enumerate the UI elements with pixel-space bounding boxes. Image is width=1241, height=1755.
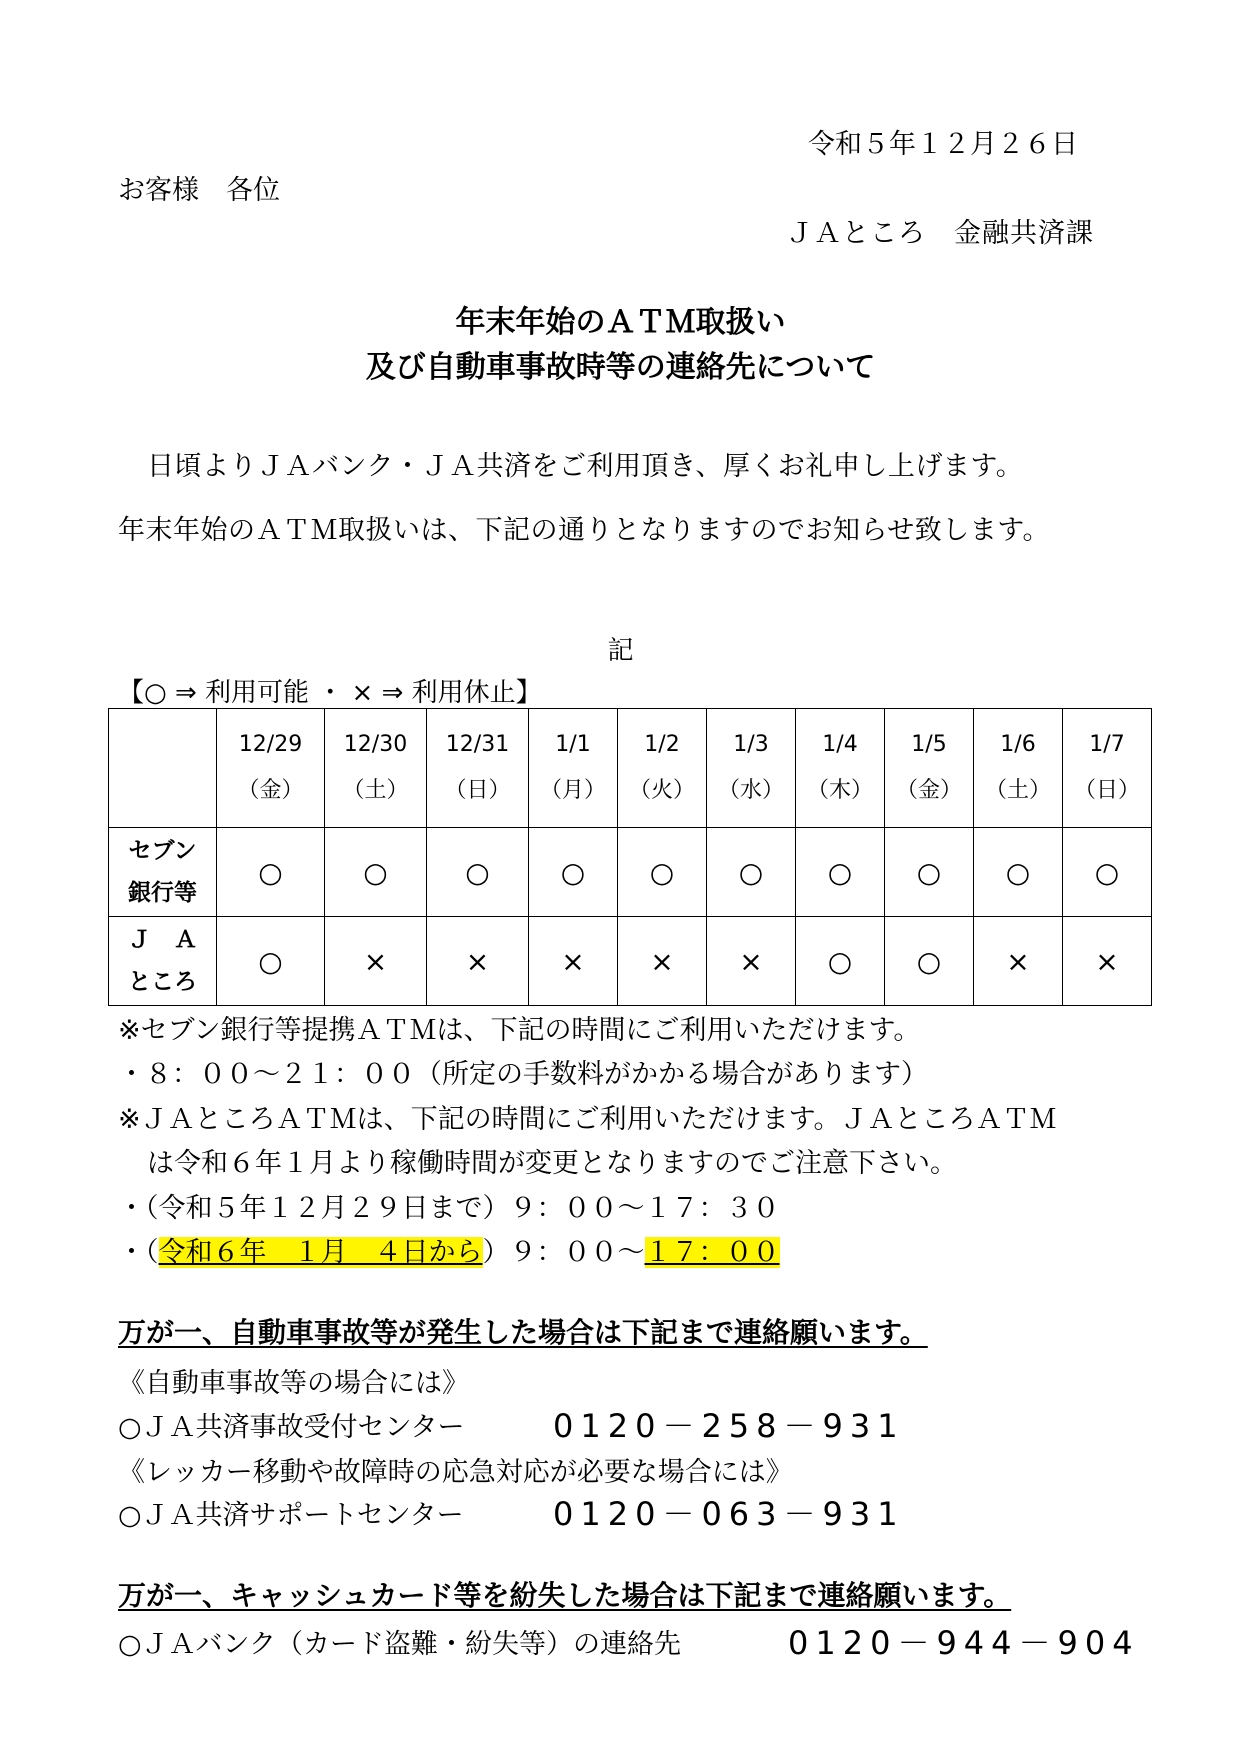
date-cell — [1063, 709, 1152, 828]
day-label: （金） — [237, 778, 304, 803]
availability-mark: ○ — [618, 828, 707, 917]
date-label: 1/4 — [822, 732, 858, 757]
support-center-name: ○ＪＡ共済サポートセンター — [118, 1500, 464, 1531]
day-label: （日） — [1073, 778, 1140, 803]
title-line-1: 年末年始のＡＴＭ取扱い — [455, 305, 786, 340]
date-cell — [618, 709, 707, 828]
day-label: （日） — [444, 778, 511, 803]
availability-mark: ○ — [217, 828, 325, 917]
day-label: （土） — [984, 778, 1051, 803]
availability-mark: × — [325, 917, 427, 1006]
day-label: （水） — [717, 778, 784, 803]
date-label: 1/6 — [1000, 732, 1036, 757]
row-label: Ｊ Ａ ところ — [109, 917, 217, 1006]
availability-mark: ○ — [217, 917, 325, 1006]
date-cell — [325, 709, 427, 828]
date-cell — [796, 709, 885, 828]
atm-schedule-table — [108, 708, 1152, 1006]
accident-center-phone: 0120－258－931 — [553, 1407, 905, 1445]
date-label: 12/31 — [445, 732, 510, 757]
availability-mark: × — [1063, 917, 1152, 1006]
table-row-seven-bank — [109, 828, 1152, 917]
accident-heading: 万が一、自動車事故等が発生した場合は下記まで連絡願います。 — [118, 1316, 928, 1349]
accident-case-label: 《自動車事故等の場合には》 — [118, 1368, 469, 1399]
table-header-row — [109, 709, 1152, 828]
row-label: セブン 銀行等 — [109, 828, 217, 917]
date-cell — [707, 709, 796, 828]
day-label: （土） — [342, 778, 409, 803]
table-row-ja-tokoro — [109, 917, 1152, 1006]
date-label: 1/1 — [555, 732, 591, 757]
card-center-phone: 0120－944－904 — [788, 1624, 1140, 1662]
day-label: （火） — [628, 778, 695, 803]
date-label: 12/30 — [343, 732, 408, 757]
sender: ＪＡところ 金融共済課 — [786, 218, 1094, 249]
availability-mark: ○ — [427, 828, 529, 917]
greeting: 日頃よりＪＡバンク・ＪＡ共済をご利用頂き、厚くお礼申し上げます。 — [147, 451, 1024, 482]
availability-mark: ○ — [529, 828, 618, 917]
legend: 【○ ⇒ 利用可能 ・ × ⇒ 利用休止】 — [118, 678, 542, 708]
document-date: 令和５年１２月２６日 — [808, 129, 1078, 160]
ki-heading: 記 — [607, 636, 634, 666]
tow-case-label: 《レッカー移動や故障時の応急対応が必要な場合には》 — [118, 1457, 793, 1488]
date-label: 1/3 — [733, 732, 769, 757]
availability-mark: ○ — [885, 828, 974, 917]
availability-mark: ○ — [796, 828, 885, 917]
date-label: 12/29 — [238, 732, 303, 757]
availability-mark: ○ — [796, 917, 885, 1006]
date-cell — [974, 709, 1063, 828]
header-empty-cell — [109, 709, 217, 828]
availability-mark: ○ — [974, 828, 1063, 917]
date-label: 1/2 — [644, 732, 680, 757]
day-label: （金） — [895, 778, 962, 803]
ja-atm-note-continued: は令和６年１月より稼働時間が変更となりますのでご注意下さい。 — [147, 1148, 957, 1179]
support-center-phone: 0120－063－931 — [553, 1495, 905, 1533]
date-cell — [529, 709, 618, 828]
card-loss-heading: 万が一、キャッシュカード等を紛失した場合は下記まで連絡願います。 — [118, 1579, 1012, 1612]
availability-mark: ○ — [707, 828, 796, 917]
date-cell — [217, 709, 325, 828]
availability-mark: ○ — [325, 828, 427, 917]
seven-bank-hours: ・８：００～２１：００（所定の手数料がかかる場合があります） — [118, 1059, 928, 1090]
availability-mark: × — [618, 917, 707, 1006]
title-line-2: 及び自動車事故時等の連絡先について — [365, 350, 876, 385]
availability-mark: × — [974, 917, 1063, 1006]
availability-mark: × — [529, 917, 618, 1006]
accident-center-name: ○ＪＡ共済事故受付センター — [118, 1412, 465, 1443]
intro: 年末年始のＡＴＭ取扱いは、下記の通りとなりますのでお知らせ致します。 — [118, 515, 1051, 546]
date-cell — [427, 709, 529, 828]
availability-mark: ○ — [885, 917, 974, 1006]
availability-mark: × — [707, 917, 796, 1006]
seven-bank-note: ※セブン銀行等提携ＡＴＭは、下記の時間にご利用いただけます。 — [118, 1015, 921, 1046]
date-cell — [885, 709, 974, 828]
highlighted-start-date: 令和６年 １月 ４日から — [158, 1237, 483, 1268]
availability-mark: ○ — [1063, 828, 1152, 917]
day-label: （木） — [806, 778, 873, 803]
date-label: 1/5 — [911, 732, 947, 757]
availability-mark: × — [427, 917, 529, 1006]
date-label: 1/7 — [1089, 732, 1125, 757]
highlighted-end-time: １７：００ — [644, 1237, 780, 1268]
salutation: お客様 各位 — [118, 175, 280, 206]
ja-atm-note: ※ＪＡところＡＴＭは、下記の時間にご利用いただけます。ＪＡところＡＴＭ — [118, 1104, 1057, 1135]
ja-hours-new: ・（令和６年 １月 ４日から）９：００～１７：００ — [118, 1237, 780, 1268]
ja-hours-old: ・（令和５年１２月２９日まで）９：００～１７：３０ — [118, 1193, 780, 1224]
day-label: （月） — [539, 778, 606, 803]
card-center-name: ○ＪＡバンク（カード盗難・紛失等）の連絡先 — [118, 1629, 682, 1660]
